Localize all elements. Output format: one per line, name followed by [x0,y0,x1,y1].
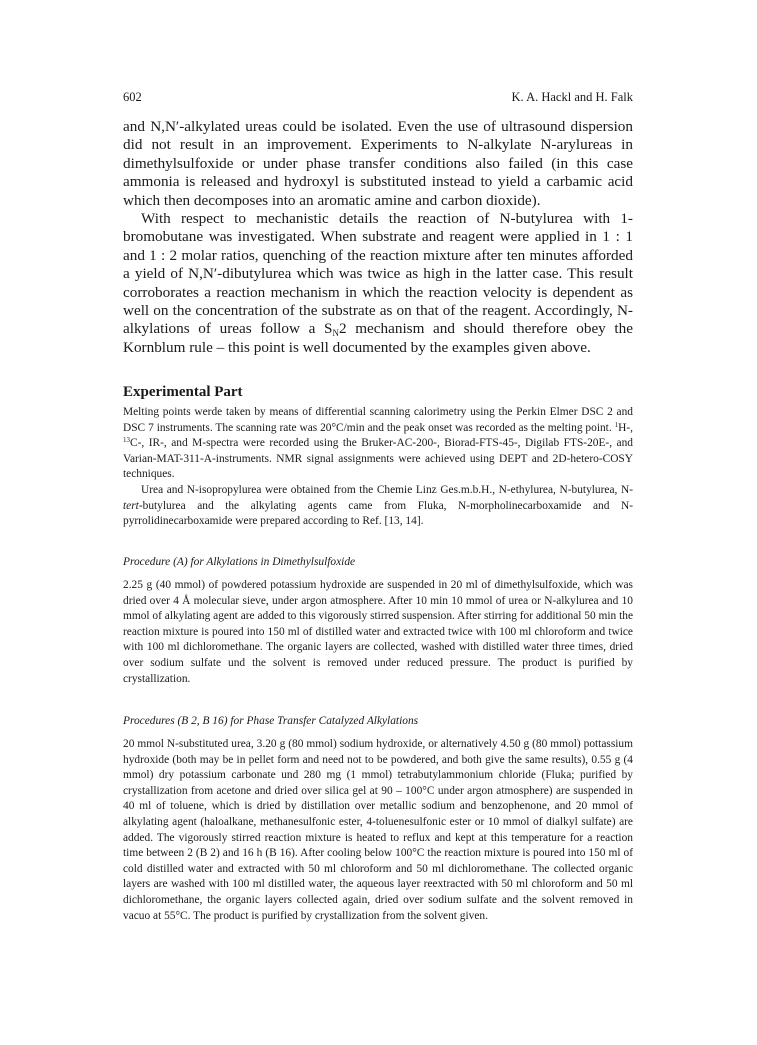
intro-paragraph-2 [123,210,633,357]
page-number: 602 [123,90,142,104]
intro-text [123,118,633,357]
experimental-p2-part-b: -butylurea and the alkylating agents came from Fluka, N-morpholinecarboxamide and N-pyrrolidinecarboxamide were prepared according to Ref. [13, 14]. [123,499,633,528]
section-title-experimental: Experimental Part [123,384,243,400]
running-header [123,90,633,105]
procedure-a-text: 2.25 g (40 mmol) of powdered potassium hydroxide are suspended in 20 ml of dimethylsulfoxide, which was dried over 4 Å molecular sieve, under argon atmosphere. After 10 min 10 mmol of urea or N-alkylurea and 10 mmol of alkylating agent are added to this vigorously stirred suspension. After stirring for additional 50 min the reaction mixture is poured into 150 ml of distilled water and extracted twice with 100 ml chloroform and twice with 100 ml dichloromethane. The organic layers are collected, washed with distilled water three times, dried over sodium sulfate und the solvent is removed under reduced pressure. The product is purified by crystallization. [123,579,633,685]
experimental-p1-part-c: C-, IR-, and M-spectra were recorded using the Bruker-AC-200-, Biorad-FTS-45-, Digilab FTS-20E-, and Varian-MAT-311-A-instruments. NMR signal assignments were achieved using DEPT and 2D-hetero-COSY techniques. [123,437,633,481]
superscript-13: 13 [123,436,130,445]
procedure-b-title: Procedures (B 2, B 16) for Phase Transfer Catalyzed Alkylations [123,715,419,727]
experimental-paragraph-1 [123,405,633,483]
intro-paragraph-1: and N,N′-alkylated ureas could be isolated. Even the use of ultrasound dispersion did not result in an improvement. Experiments to N-alkylate N-arylureas in dimethylsulfoxide or under phase transfer conditions also failed (in this case ammonia is released and hydroxyl is substituted instead to yield a carbamic acid which then decomposes into an aromatic amine and carbon dioxide). [123,118,633,209]
experimental-text [123,405,633,530]
running-authors: K. A. Hackl and H. Falk [511,90,633,104]
intro-paragraph-2-part-a: With respect to mechanistic details the reaction of N-butylurea with 1-bromobutane was investigated. When substrate and reagent were applied in 1 : 1 and 1 : 2 molar ratios, quenching of the reaction mixture after ten minutes afforded a yield of N,N′-dibutylurea which was twice as high in the latter case. This result corroborates a reaction mechanism in which the reaction velocity is dependent as well on the concentration of the substrate as on that of the reagent. Accordingly, N-alkylations of ureas follow a S [123,210,633,338]
procedure-a-title: Procedure (A) for Alkylations in Dimethylsulfoxide [123,556,356,568]
experimental-paragraph-2 [123,483,633,530]
procedure-b-text: 20 mmol N-substituted urea, 3.20 g (80 mmol) sodium hydroxide, or alternatively 4.50 g (80 mmol) pottassium hydroxide (both may be in pellet form and need not to be powdered, and both give the same results), 0.55 g (4 mmol) dry potassium carbonate und 280 mg (1 mmol) tetrabutylammonium chloride (Fluka; purified by crystallization from acetone and dried over silica gel at 90 – 100°C under argon atmosphere) are suspended in 40 ml of toluene, which is dried by distillation over metallic sodium and benzophenone, and 20 mmol of alkylating agent (haloalkane, methanesulfonic ester, 4-toluenesulfonic ester or 10 mmol of dialkyl sulfate) are added. The vigorously stirred reaction mixture is heated to reflux and kept at this temperature for a reaction time between 2 (B 2) and 16 h (B 16). After cooling below 100°C the reaction mixture is poured into 150 ml of cold distilled water and extracted with 50 ml chloroform and 50 ml dichloromethane. The collected organic layers are washed with 100 ml distilled water, the aqueous layer reextracted with 50 ml chloroform and 50 ml dichloromethane, the organic layers collected again, dried over sodium sulfate and the solvent removed in vacuo at 55°C. The product is purified by crystallization from the solvent given. [123,738,633,922]
tert-italic: tert [123,499,139,512]
experimental-p2-part-a: Urea and N-isopropylurea were obtained from the Chemie Linz Ges.m.b.H., N-ethylurea, N-butylurea, N- [141,483,633,496]
superscript-1: 1 [614,420,619,429]
experimental-p1-part-a: Melting points werde taken by means of differential scanning calorimetry using the Perkin Elmer DSC 2 and DSC 7 instruments. The scanning rate was 20°C/min and the peak onset was recorded as the melting point. [123,406,633,434]
intro-paragraph-2-part-b: 2 mechanism and should therefore obey the Kornblum rule – this point is well documented by the examples given above. [123,320,633,356]
sn2-subscript: N [332,328,339,339]
experimental-p1-part-b: H-, [618,421,633,434]
